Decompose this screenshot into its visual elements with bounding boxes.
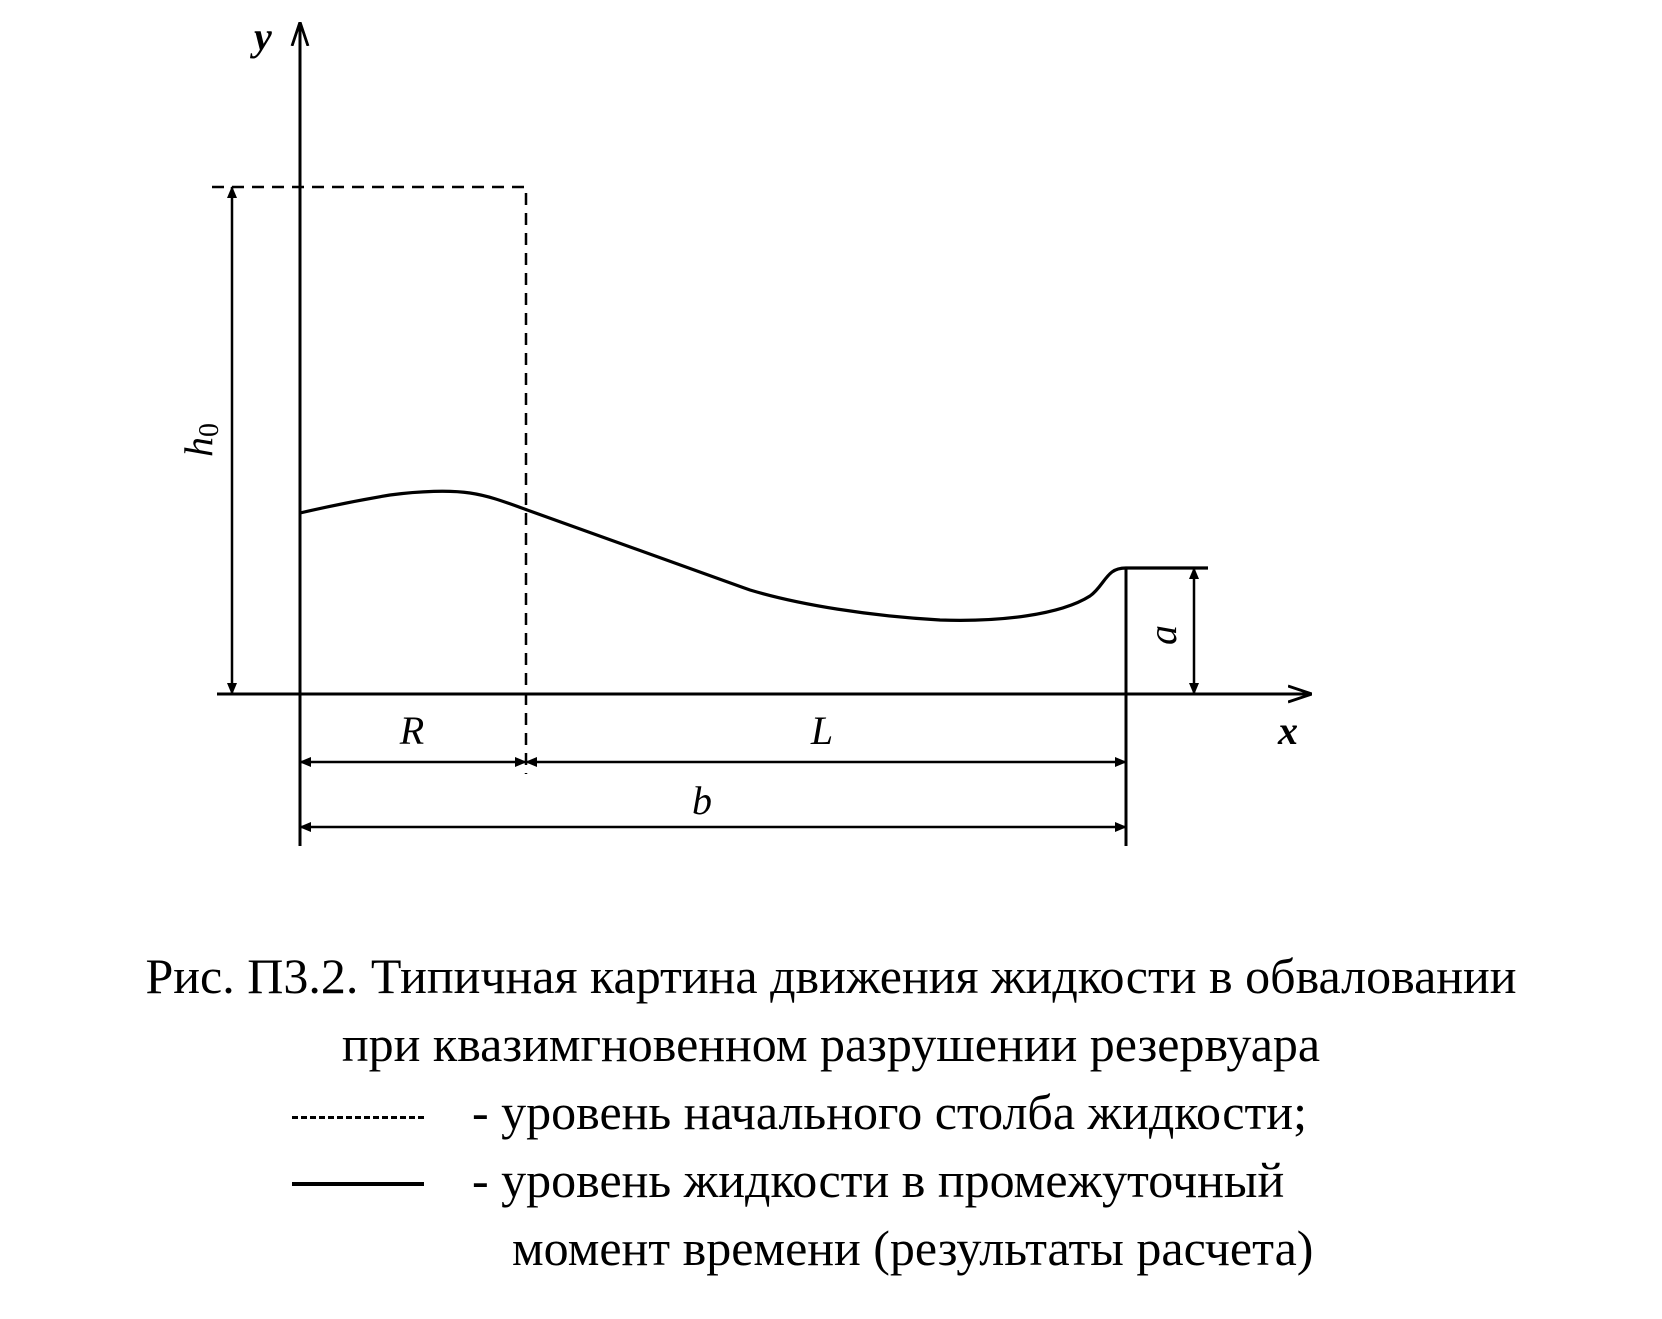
h0-label: h0 <box>176 423 225 457</box>
legend-dashed <box>0 1080 1662 1150</box>
legend-solid-cont <box>0 1216 1662 1286</box>
legend-solid-text-line-1: - уровень жидкости в промежуточный <box>472 1152 1285 1208</box>
legend-solid-text-line-2: момент времени (результаты расчета) <box>512 1220 1314 1276</box>
caption-line-2: при квазимгновенном разрушении резервуара <box>341 1016 1321 1072</box>
legend-dashed-sample <box>292 1116 424 1119</box>
legend-solid <box>0 1148 1662 1218</box>
a-label: a <box>1140 625 1185 645</box>
legend-solid-sample <box>292 1182 424 1186</box>
liquid-level-curve <box>300 491 1208 620</box>
initial-column-dashed <box>212 187 526 774</box>
b-label: b <box>692 778 712 823</box>
L-label: L <box>810 708 834 753</box>
caption-line-1: Рис. П3.2. Типичная картина движения жидкости в обваловании <box>145 948 1517 1004</box>
legend-dashed-text: - уровень начального столба жидкости; <box>472 1084 1307 1140</box>
x-axis-label: x <box>1278 708 1298 753</box>
R-label: R <box>399 708 425 753</box>
y-axis-label: y <box>254 14 272 59</box>
